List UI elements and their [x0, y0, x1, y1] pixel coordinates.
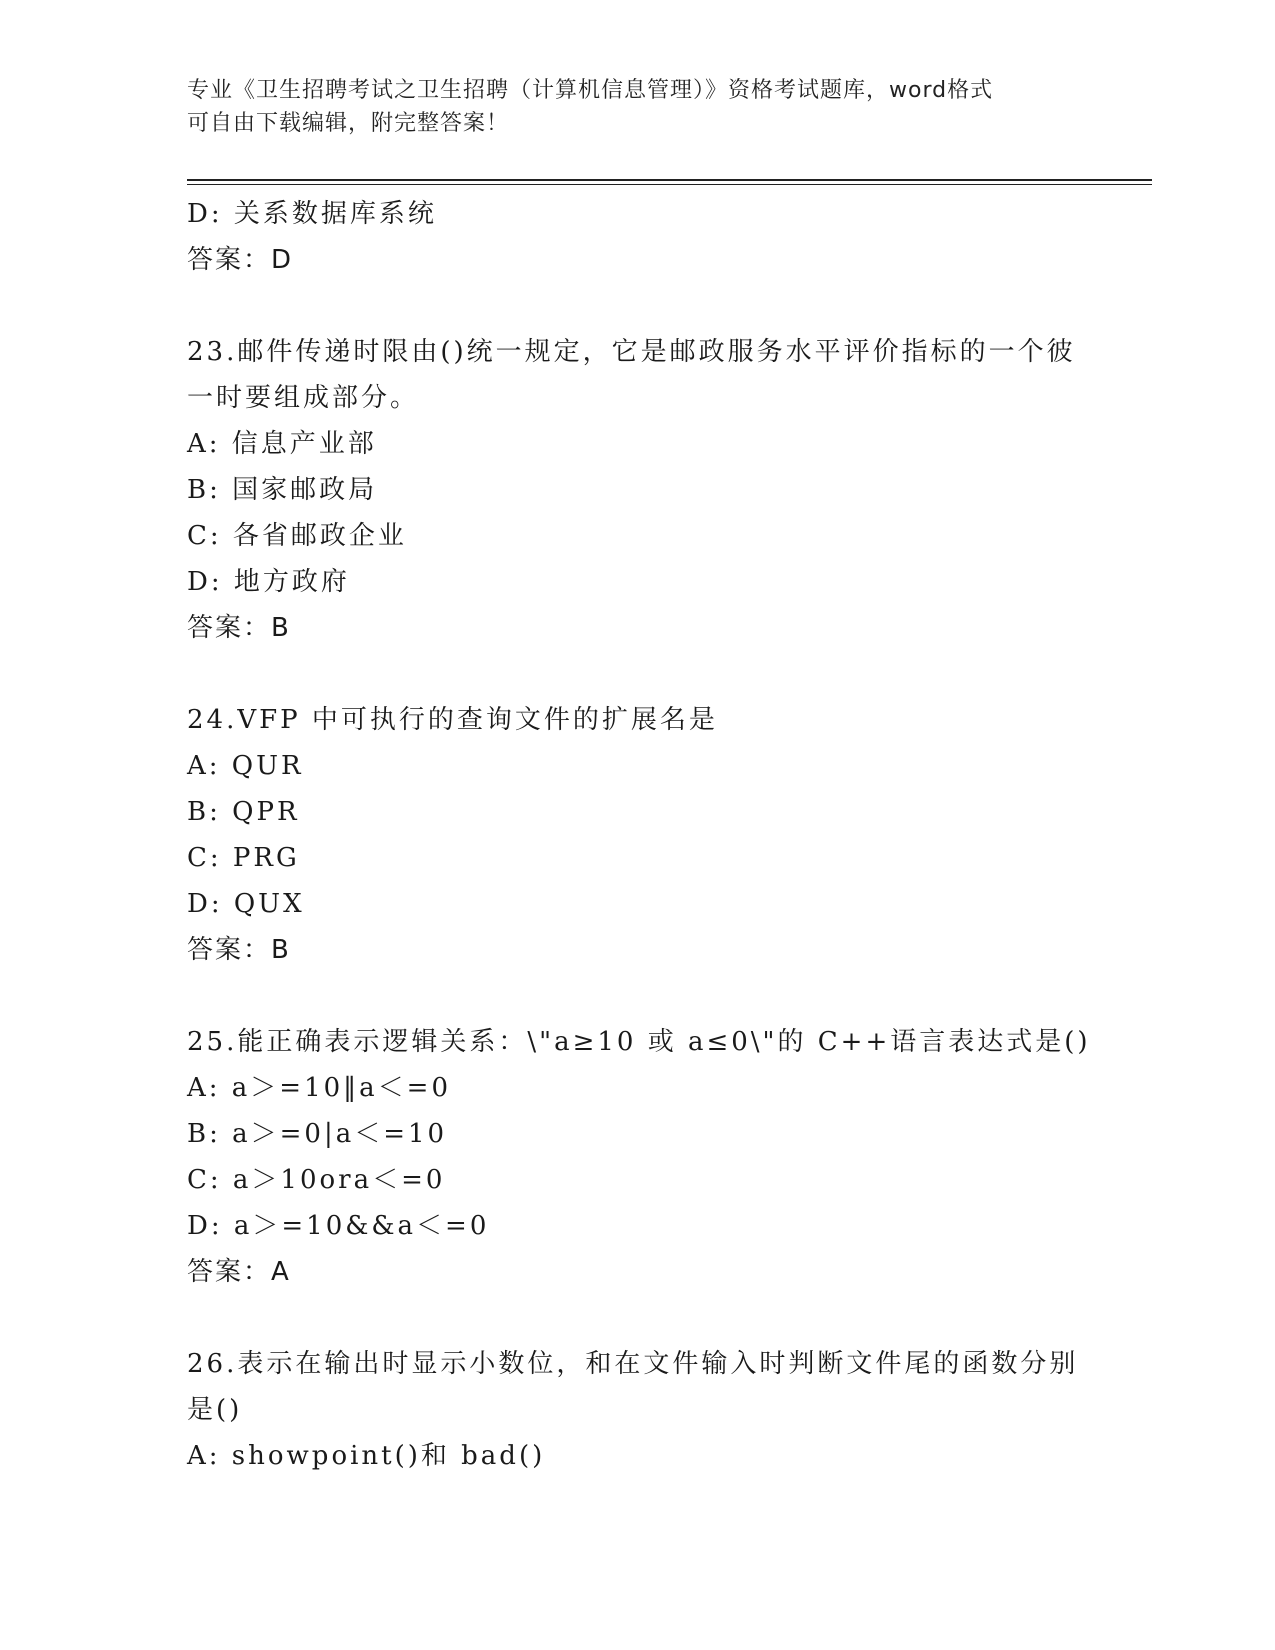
question-block-22: [187, 191, 1087, 283]
option-b: B: a＞=0|a＜=10: [187, 1119, 448, 1149]
question-list: [187, 191, 1091, 1479]
option-b: B: QPR: [187, 797, 300, 827]
header-rule-thin: [187, 184, 1152, 185]
option-c: C: 各省邮政企业: [187, 521, 407, 551]
answer-line: 答案：D: [187, 245, 294, 275]
option-a: A: QUR: [187, 751, 304, 781]
question-block-23: [187, 329, 1087, 651]
option-c: C: a＞10ora＜=0: [187, 1165, 446, 1195]
spacer: [187, 651, 1087, 697]
question-text-cont: 是(): [187, 1395, 243, 1425]
question-text: 26.表示在输出时显示小数位，和在文件输入时判断文件尾的函数分别: [187, 1349, 1079, 1379]
option-a: A: 信息产业部: [187, 429, 377, 459]
document-header: [187, 74, 1087, 140]
option-d: D: a＞=10&&a＜=0: [187, 1211, 490, 1241]
question-block-26: [187, 1341, 1087, 1479]
spacer: [187, 283, 1087, 329]
option-d: D: 地方政府: [187, 567, 350, 597]
spacer: [187, 973, 1087, 1019]
option-d: D: 关系数据库系统: [187, 199, 437, 229]
question-text: 23.邮件传递时限由()统一规定，它是邮政服务水平评价指标的一个彼: [187, 337, 1076, 367]
option-c: C: PRG: [187, 843, 300, 873]
option-a: A: a＞=10‖a＜=0: [187, 1073, 451, 1103]
question-text: 25.能正确表示逻辑关系：\"a≥10 或 a≤0\"的 C++语言表达式是(): [187, 1027, 1091, 1057]
question-text: 24.VFP 中可执行的查询文件的扩展名是: [187, 705, 718, 735]
header-rule-thick: [187, 179, 1152, 181]
question-text-cont: 一时要组成部分。: [187, 383, 420, 413]
header-line-2: 可自由下载编辑，附完整答案！: [187, 111, 510, 136]
option-a: A: showpoint()和 bad(): [187, 1441, 546, 1471]
option-b: B: 国家邮政局: [187, 475, 378, 505]
spacer: [187, 1295, 1087, 1341]
header-line-1: 专业《卫生招聘考试之卫生招聘（计算机信息管理）》资格考试题库，word格式: [187, 78, 994, 103]
answer-line: 答案：B: [187, 613, 291, 643]
question-block-24: [187, 697, 1087, 973]
answer-line: 答案：A: [187, 1257, 291, 1287]
question-block-25: [187, 1019, 1091, 1295]
option-d: D: QUX: [187, 889, 305, 919]
answer-line: 答案：B: [187, 935, 291, 965]
